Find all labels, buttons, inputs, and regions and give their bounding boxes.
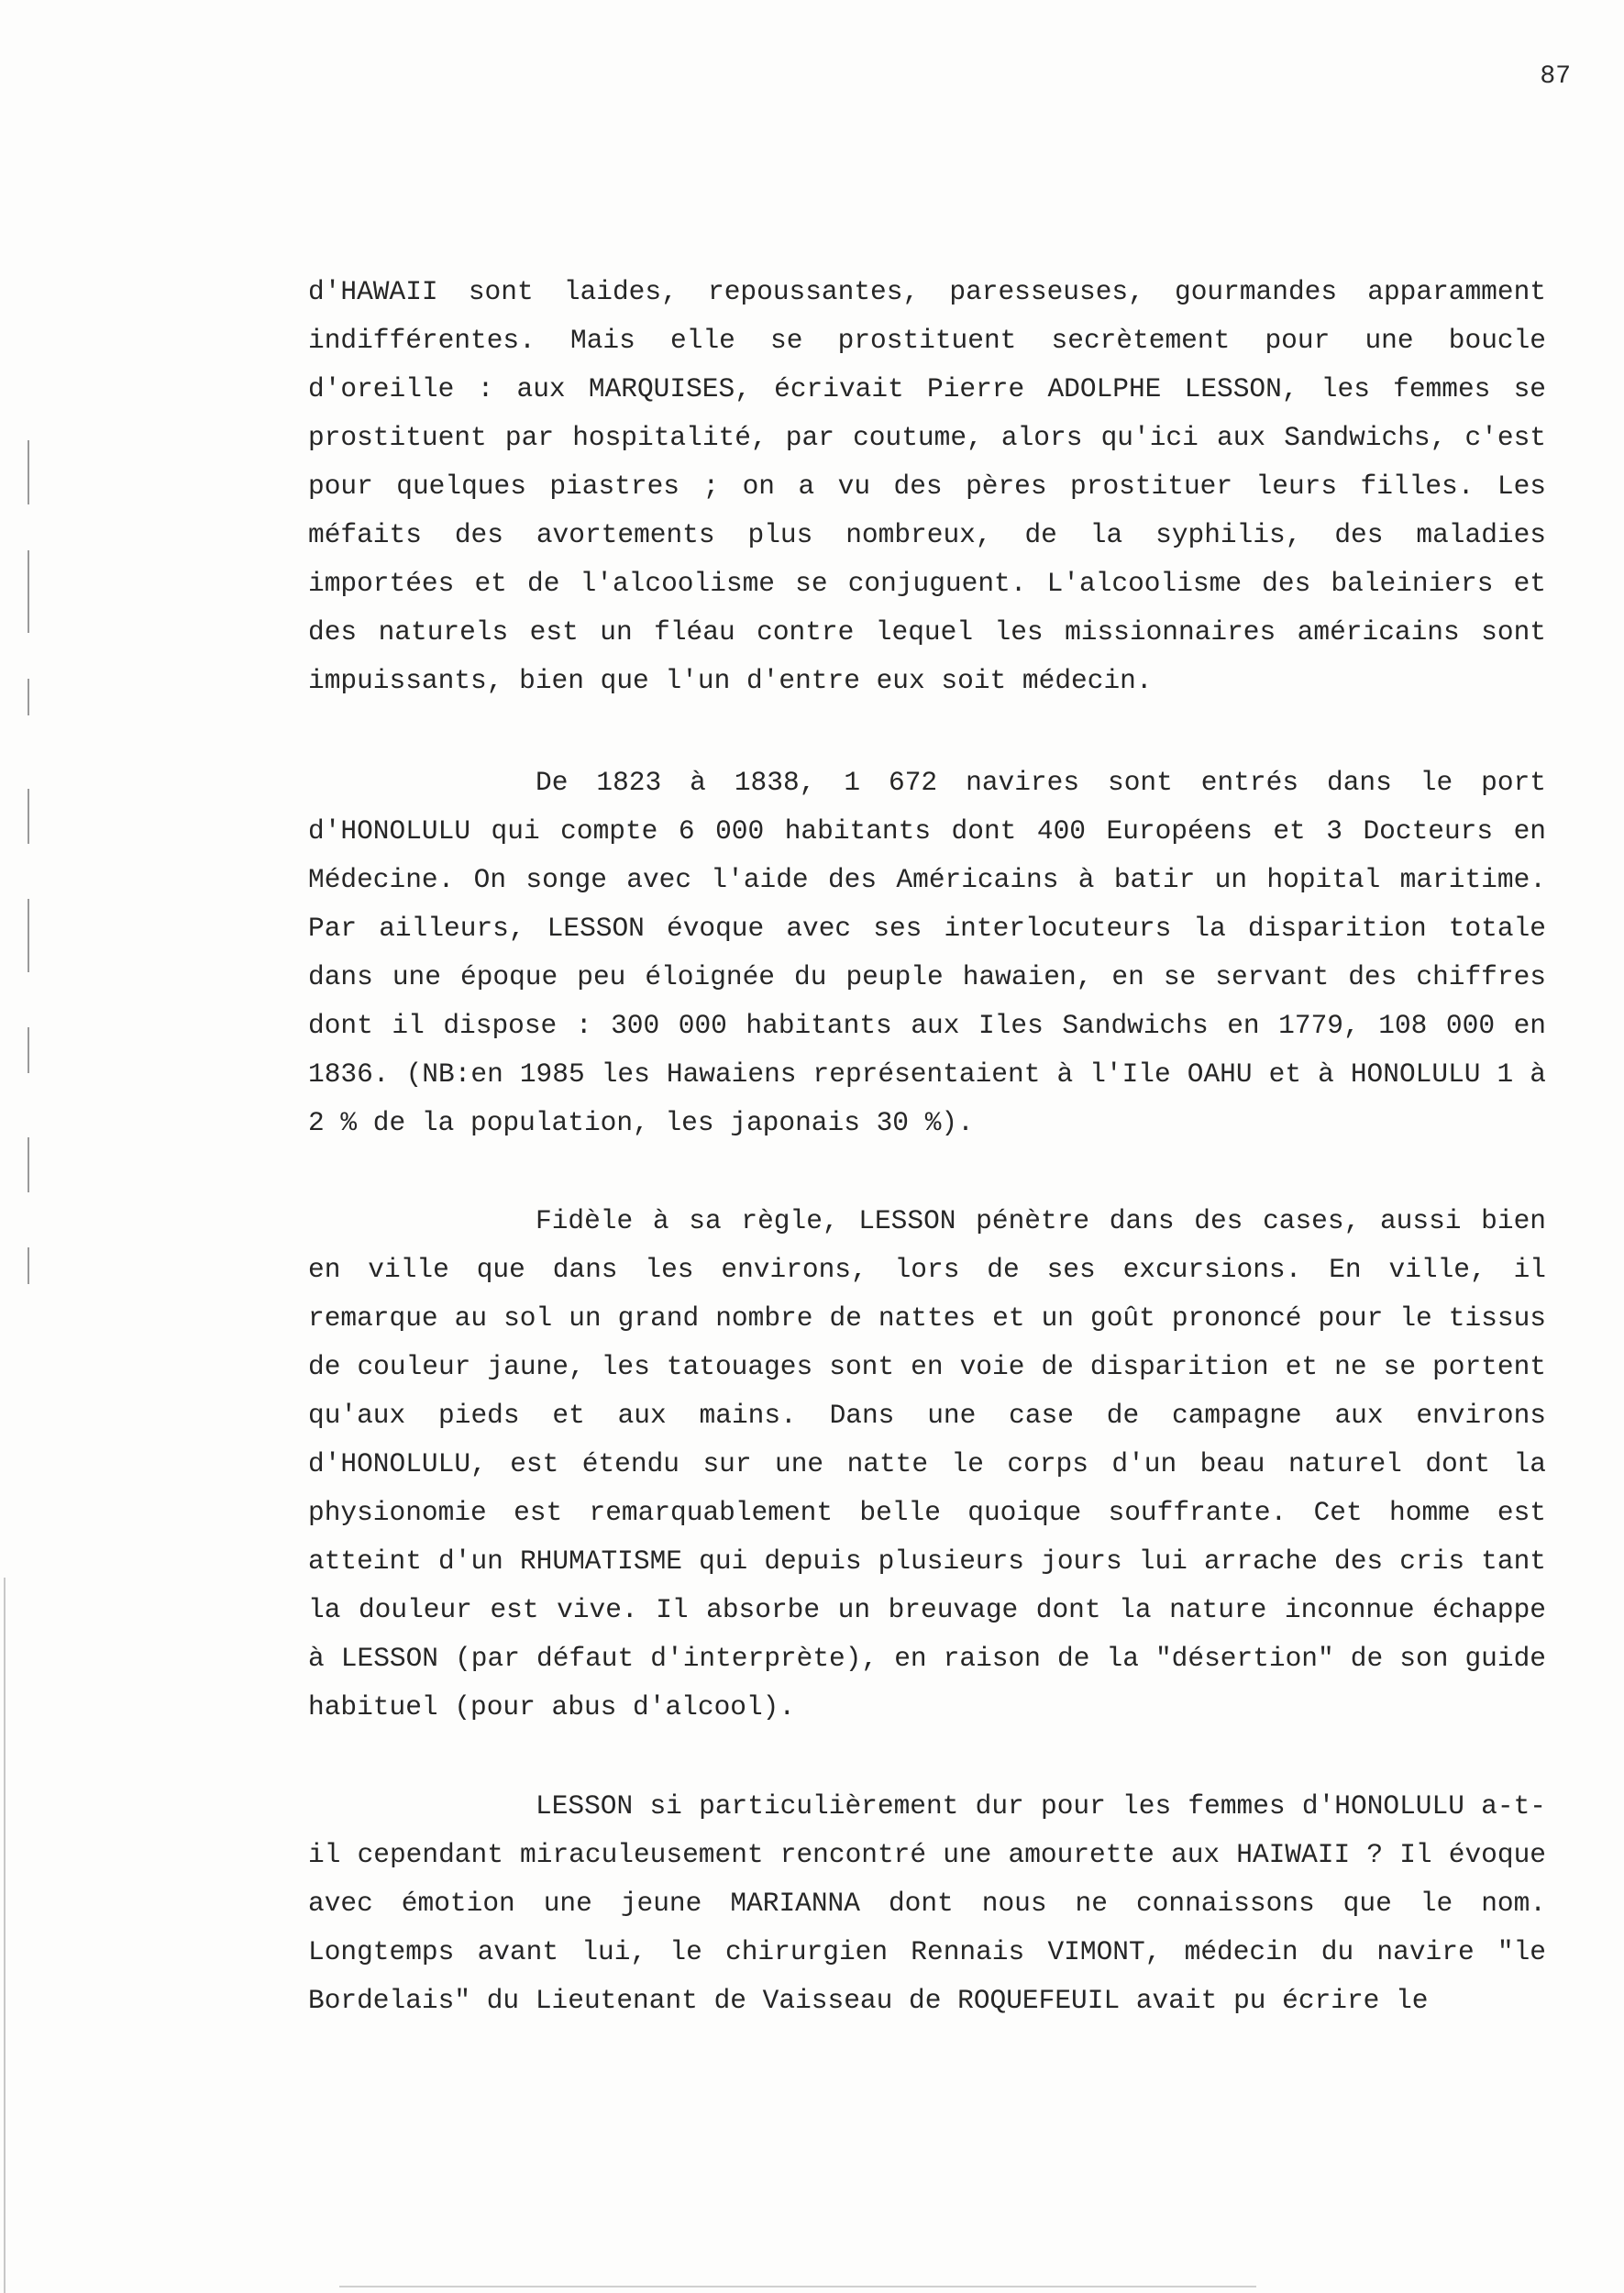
paragraph-2-block — [308, 759, 1546, 1147]
paragraph-1-block — [308, 268, 1546, 705]
paragraph-1: d'HAWAII sont laides, repoussantes, paresseuses, gourmandes apparamment indifférentes. Mais elle se prostituent secrètement pour une boucle d'oreille : aux MARQUISES, écrivait Pierre ADOLPHE LESSON, les femmes se prostituent par hospitalité, par coutume, alors qu'ici aux Sandwichs, c'est pour quelques piastres ; on a vu des pères prostituer leurs filles. Les méfaits des avortements plus nombreux, de la syphilis, des maladies importées et de l'alcoolisme se conjuguent. L'alcoolisme des baleiniers et des naturels est un fléau contre lequel les missionnaires américains sont impuissants, bien que l'un d'entre eux soit médecin. — [308, 276, 1546, 696]
paragraph-4-block — [308, 1782, 1546, 2025]
margin-scan-marks — [28, 440, 33, 1449]
paragraph-2: De 1823 à 1838, 1 672 navires sont entrés dans le port d'HONOLULU qui compte 6 000 habitants dont 400 Européens et 3 Docteurs en Médecine. On songe avec l'aide des Américains à batir un hopital maritime. Par ailleurs, LESSON évoque avec ses interlocuteurs la disparition totale dans une époque peu éloignée du peuple hawaien, en se servant des chiffres dont il dispose : 300 000 habitants aux Iles Sandwichs en 1779, 108 000 en 1836. (NB:en 1985 les Hawaiens représentaient à l'Ile OAHU et à HONOLULU 1 à 2 % de la population, les japonais 30 %). — [308, 767, 1546, 1138]
scan-bottom-line — [339, 2286, 1256, 2287]
scan-edge-line — [4, 1578, 6, 2293]
page-number: 87 — [1540, 62, 1571, 91]
paragraph-3: Fidèle à sa règle, LESSON pénètre dans des cases, aussi bien en ville que dans les environs, lors de ses excursions. En ville, il remarque au sol un grand nombre de nattes et un goût prononcé pour le tissus de couleur jaune, les tatouages sont en voie de disparition et ne se portent qu'aux pieds et aux mains. Dans une case de campagne aux environs d'HONOLULU, est étendu sur une natte le corps d'un beau naturel dont la physionomie est remarquablement belle quoique souffrante. Cet homme est atteint d'un RHUMATISME qui depuis plusieurs jours lui arrache des cris tant la douleur est vive. Il absorbe un breuvage dont la nature inconnue échappe à LESSON (par défaut d'interprète), en raison de la "désertion" de son guide habituel (pour abus d'alcool). — [308, 1205, 1546, 1723]
paragraph-3-block — [308, 1197, 1546, 1732]
paragraph-4: LESSON si particulièrement dur pour les femmes d'HONOLULU a-t-il cependant miraculeusement rencontré une amourette aux HAIWAII ? Il évoque avec émotion une jeune MARIANNA dont nous ne connaissons que le nom. Longtemps avant lui, le chirurgien Rennais VIMONT, médecin du navire "le Bordelais" du Lieutenant de Vaisseau de ROQUEFEUIL avait pu écrire le — [308, 1790, 1546, 2016]
